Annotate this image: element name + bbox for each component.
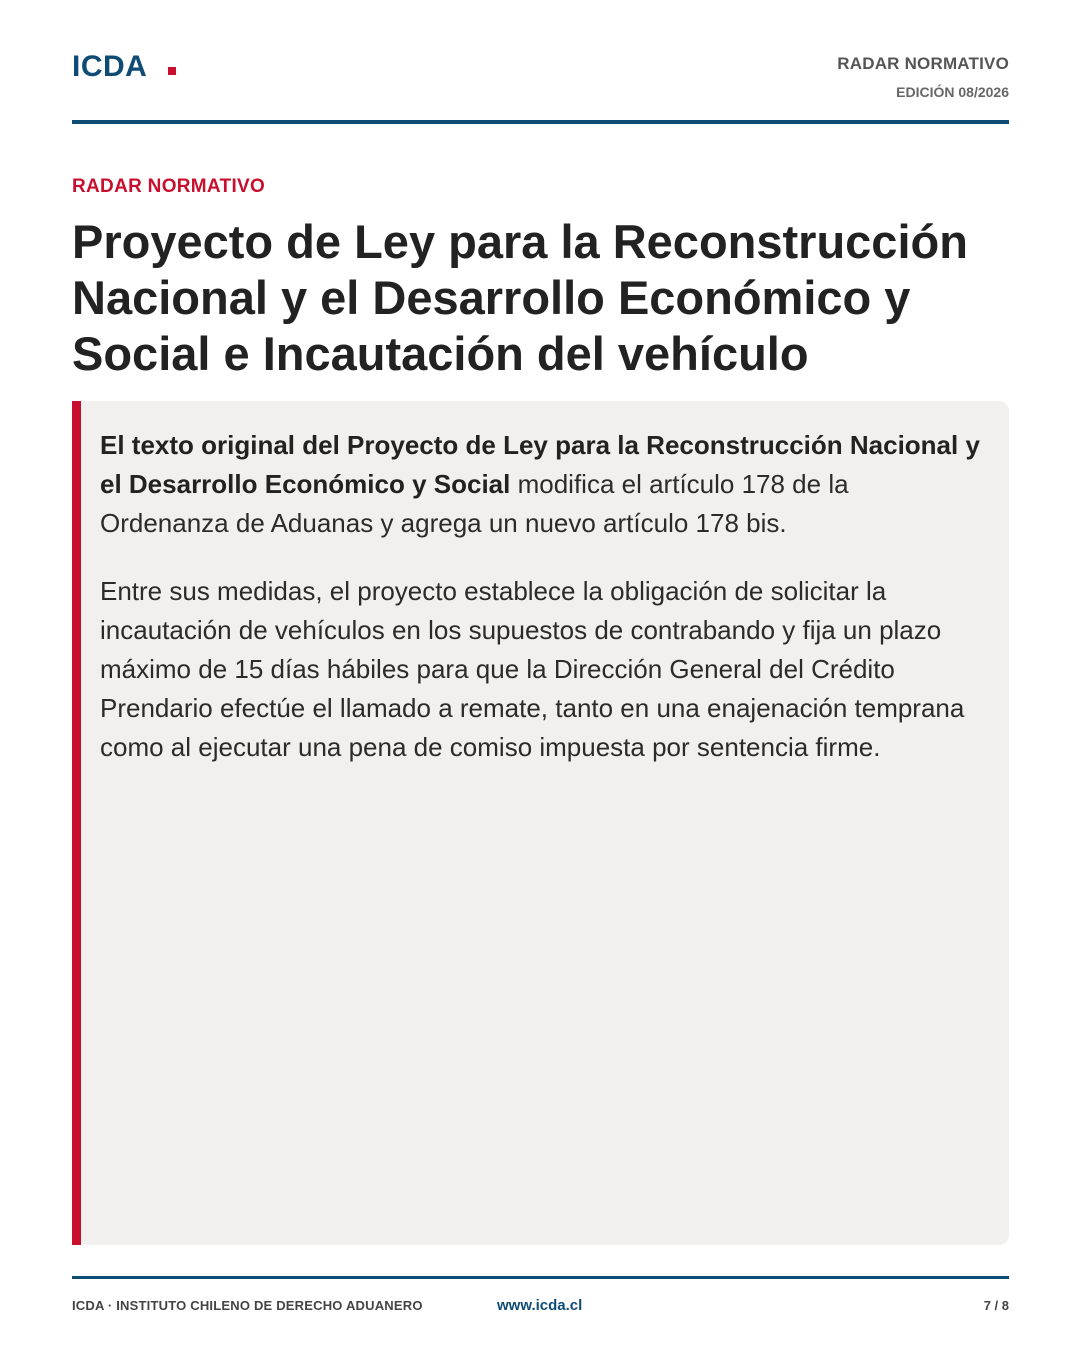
article-body xyxy=(100,426,980,796)
header-meta xyxy=(837,54,1009,100)
paragraph-1-emphasis: El texto original del Proyecto de Ley para la Reconstrucción Nacional y el Desarrollo Económico y Social xyxy=(100,430,980,499)
header-section-title: RADAR NORMATIVO xyxy=(837,54,1009,73)
footer-website-link[interactable]: www.icda.cl xyxy=(497,1297,583,1314)
article-card xyxy=(72,401,1009,1245)
paragraph-1 xyxy=(100,426,980,543)
header-edition: EDICIÓN 08/2026 xyxy=(896,84,1009,100)
page-header xyxy=(72,48,1009,124)
footer-divider xyxy=(72,1276,1009,1279)
article-kicker: RADAR NORMATIVO xyxy=(72,176,266,197)
brand-logo: ICDA xyxy=(72,50,148,83)
paragraph-2: Entre sus medidas, el proyecto establece la obligación de solicitar la incautación de vehículos en los supuestos de contrabando y fija un plazo máximo de 15 días hábiles para que la Dirección General del Crédito Prendario efectúe el llamado a remate, tanto en una enajenación temprana como al ejecutar una pena de comiso impuesta por sentencia firme. xyxy=(100,576,965,762)
paragraph-1-text: modifica el artículo 178 de la Ordenanza de Aduanas y agrega un nuevo artículo 178 bis. xyxy=(100,469,849,538)
article-headline: Proyecto de Ley para la Reconstrucción Nacional y el Desarrollo Económico y Social e Incautación del vehículo xyxy=(72,215,968,380)
header-divider xyxy=(72,120,1009,124)
brand-accent-square xyxy=(168,67,176,75)
card-accent-bar xyxy=(72,401,81,1245)
footer-organization: ICDA · INSTITUTO CHILENO DE DERECHO ADUANERO xyxy=(72,1298,423,1313)
page-number: 7 / 8 xyxy=(983,1298,1009,1313)
